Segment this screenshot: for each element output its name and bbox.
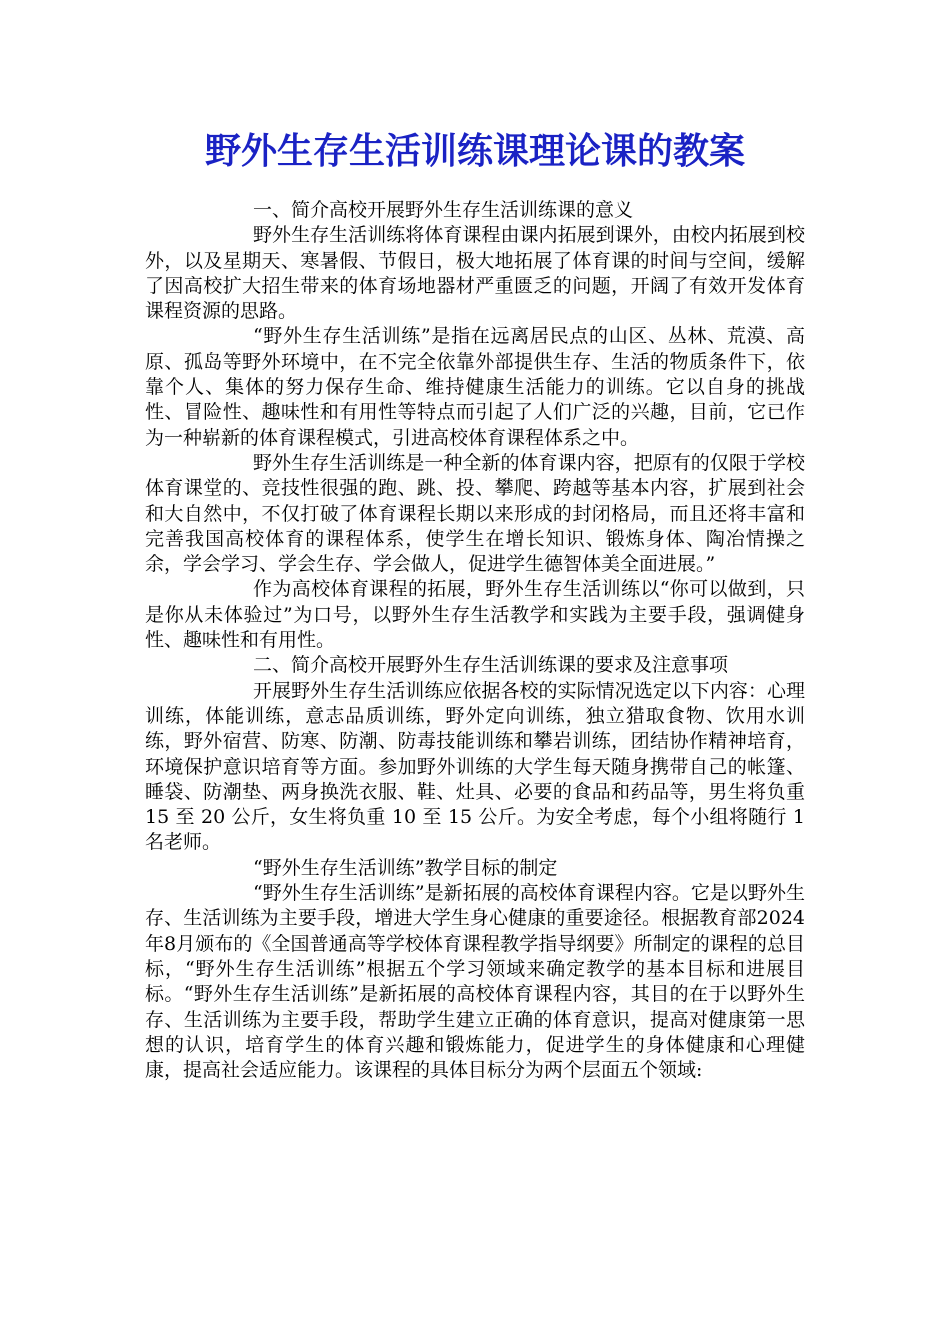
paragraph-4: 作为高校体育课程的拓展，野外生存生活训练以“你可以做到，只是你从未体验过”为口号，以野外生存生活教学和实践为主要手段，强调健身性、趣味性和有用性。 [145, 578, 805, 652]
paragraph-6: “野外生存生活训练”是新拓展的高校体育课程内容。它是以野外生存、生活训练为主要手段，增进大学生身心健康的重要途径。根据教育部2024年8月颁布的《全国普通高等学校体育课程教学指导纲要》所制定的课程的总目标，“野外生存生活训练”根据五个学习领域来确定教学的基本目标和进展目标。“野外生存生活训练”是新拓展的高校体育课程内容，其目的在于以野外生存、生活训练为主要手段，帮助学生建立正确的体育意识，提高对健康第一思想的认识，培育学生的体育兴趣和锻炼能力，促进学生的身体健康和心理健康，提高社会适应能力。该课程的具体目标分为两个层面五个领域: [145, 882, 805, 1082]
section-heading-2: 二、简介高校开展野外生存生活训练课的要求及注意事项 [253, 654, 729, 677]
paragraph-3: 野外生存生活训练是一种全新的体育课内容，把原有的仅限于学校体育课堂的、竞技性很强的跑、跳、投、攀爬、跨越等基本内容，扩展到社会和大自然中，不仅打破了体育课程长期以来形成的封闭格局，而且还将丰富和完善我国高校体育的课程体系，使学生在增长知识、锻炼身体、陶冶情操之余，学会学习、学会生存、学会做人，促进学生德智体美全面进展。” [145, 451, 805, 576]
section-heading-1: 一、简介高校开展野外生存生活训练课的意义 [253, 199, 634, 221]
page-title: 野外生存生活训练课理论课的教案 [204, 130, 745, 172]
paragraph-1: 野外生存生活训练将体育课程由课内拓展到课外，由校内拓展到校外，以及星期天、寒暑假、节假日，极大地拓展了体育课的时间与空间，缓解了因高校扩大招生带来的体育场地器材严重匮乏的问题，开阔了有效开发体育课程资源的思路。 [145, 224, 805, 323]
document-body [145, 198, 805, 1083]
section-heading-3: “野外生存生活训练”教学目标的制定 [253, 856, 558, 879]
paragraph-5: 开展野外生存生活训练应依据各校的实际情况选定以下内容：心理训练，体能训练，意志品质训练，野外定向训练，独立猎取食物、饮用水训练，野外宿营、防寒、防潮、防毒技能训练和攀岩训练，团结协作精神培育，环境保护意识培育等方面。参加野外训练的大学生每天随身携带自己的帐篷、睡袋、防潮垫、两身换洗衣服、鞋、灶具、必要的食品和药品等，男生将负重 15 至 20 公斤，女生将负重 10 至 15 公斤。为安全考虑，每个小组将随行 1 名老师。 [145, 679, 805, 854]
paragraph-2: “野外生存生活训练”是指在远离居民点的山区、丛林、荒漠、高原、孤岛等野外环境中，在不完全依靠外部提供生存、生活的物质条件下，依靠个人、集体的努力保存生命、维持健康生活能力的训练。它以自身的挑战性、冒险性、趣味性和有用性等特点而引起了人们广泛的兴趣，目前，它已作为一种崭新的体育课程模式，引进高校体育课程体系之中。 [145, 325, 805, 449]
